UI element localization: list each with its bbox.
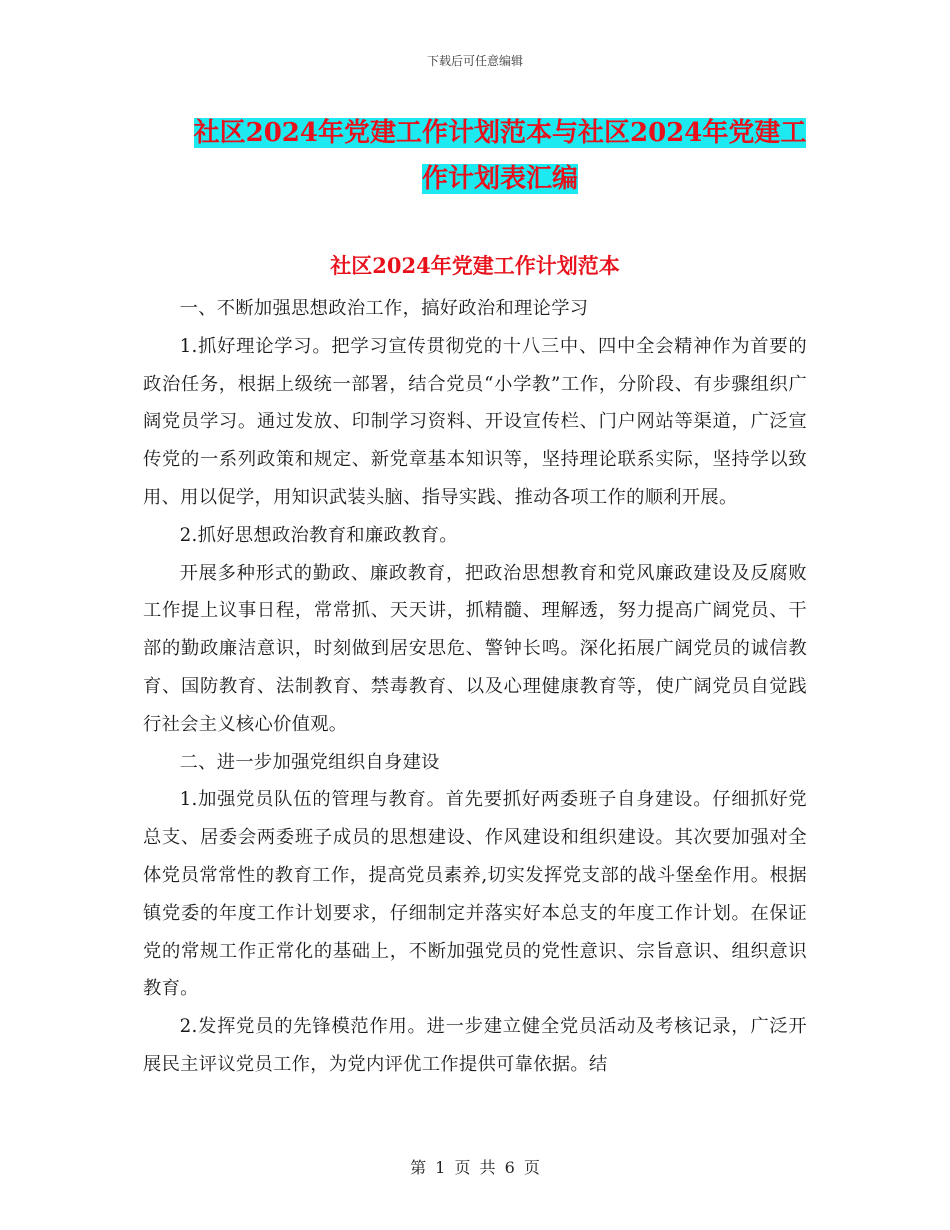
paragraph: 一、不断加强思想政治工作，搞好政治和理论学习 — [179, 298, 589, 319]
paragraph: 1.加强党员队伍的管理与教育。首先要抓好两委班子自身建设。仔细抓好党总支、居委会两委班子成员的思想建设、作风建设和组织建设。其次要加强对全体党员常常性的教育工作，提高党员素养,切实发挥党支部的战斗堡垒作用。根据镇党委的年度工作计划要求，仔细制定并落实好本总支的年度工作计划。在保证党的常规工作正常化的基础上，不断加强党员的党性意识、宗旨意识、组织意识教育。 — [143, 789, 807, 1000]
paragraph: 2.发挥党员的先锋模范作用。进一步建立健全党员活动及考核记录，广泛开展民主评议党员工作，为党内评优工作提供可靠依据。结 — [143, 1016, 807, 1075]
document-title — [190, 110, 810, 202]
document-title-text: 社区2024年党建工作计划范本与社区2024年党建工作计划表汇编 — [193, 118, 807, 194]
page-header: 下载后可任意编辑 — [426, 54, 523, 68]
paragraph: 开展多种形式的勤政、廉政教育，把政治思想教育和党风廉政建设及反腐败工作提上议事日程，常常抓、天天讲，抓精髓、理解透，努力提高广阔党员、干部的勤政廉洁意识，时刻做到居安思危、警钟长鸣。深化拓展广阔党员的诚信教育、国防教育、法制教育、禁毒教育、以及心理健康教育等，使广阔党员自觉践行社会主义核心价值观。 — [143, 562, 807, 735]
document-body — [143, 290, 807, 1084]
paragraph: 1.抓好理论学习。把学习宣传贯彻党的十八三中、四中全会精神作为首要的政治任务，根据上级统一部署，结合党员“小学教”工作，分阶段、有步骤组织广阔党员学习。通过发放、印制学习资料、开设宣传栏、门户网站等渠道，广泛宣传党的一系列政策和规定、新党章基本知识等，坚持理论联系实际，坚持学以致用、用以促学，用知识武装头脑、指导实践、推动各项工作的顺利开展。 — [143, 335, 807, 508]
page-number: 第 1 页 共 6 页 — [410, 1158, 540, 1177]
paragraph: 2.抓好思想政治教育和廉政教育。 — [179, 524, 458, 546]
paragraph: 二、进一步加强党组织自身建设 — [179, 751, 440, 773]
section-title: 社区2024年党建工作计划范本 — [330, 253, 620, 278]
